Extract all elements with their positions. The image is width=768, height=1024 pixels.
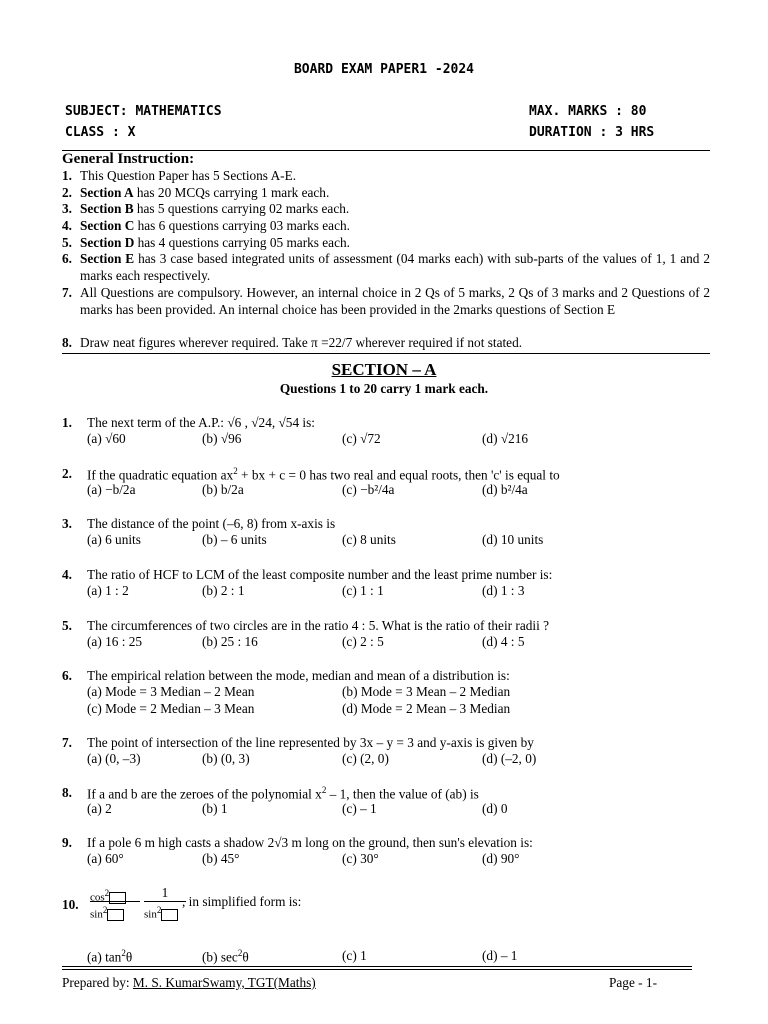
question-number: 5.: [62, 618, 72, 633]
question-text: The distance of the point (–6, 8) from x-axis is: [87, 516, 336, 531]
option-a: (a) −b/2a: [87, 482, 136, 497]
theta-box-icon: [161, 909, 178, 921]
instruction-item: [62, 335, 710, 352]
instruction-number: 5.: [62, 235, 72, 250]
option-d: (d) 90°: [482, 851, 520, 866]
option-b: (b) (0, 3): [202, 751, 250, 766]
duration-label: DURATION : 3 HRS: [529, 125, 655, 140]
option-a: (a) $\tan^2\theta$: [87, 948, 133, 965]
sin-label: sin: [90, 908, 103, 921]
question-text: If a and b are the zeroes of the polynomial $x^2 - 1$, then the value of (ab) is: [87, 785, 479, 802]
instruction-section: Section B: [80, 201, 134, 216]
section-subtitle: Questions 1 to 20 carry 1 mark each.: [279, 381, 489, 396]
author-name: M. S. KumarSwamy, TGT(Maths): [132, 975, 316, 990]
option-a: (a) 60°: [87, 851, 124, 866]
option-b: (b) 45°: [202, 851, 240, 866]
question-number: 8.: [62, 785, 72, 800]
option-a: (a) 1 : 2: [87, 583, 129, 598]
footer-divider: [62, 969, 692, 970]
footer-credit: [62, 975, 316, 991]
option-d: (d) b²/4a: [482, 482, 528, 497]
page-number: Page - 1-: [609, 975, 657, 990]
class-label: CLASS : X: [65, 125, 136, 140]
question-text: If a pole 6 m high casts a shadow 2√3 m long on the ground, then sun's elevation is:: [87, 835, 533, 850]
option-d: (d) – 1: [482, 948, 518, 963]
option-a: (a) 16 : 25: [87, 634, 143, 649]
option-a: (a) √60: [87, 431, 126, 446]
instruction-number: 4.: [62, 218, 72, 233]
instruction-text: Draw neat figures wherever required. Take π =22/7 wherever required if not stated.: [80, 335, 523, 350]
instruction-section: Section C: [80, 218, 135, 233]
option-b: (b) √96: [202, 431, 242, 446]
instruction-text: has 6 questions carrying 03 marks each.: [134, 218, 350, 233]
option-d: (d) 1 : 3: [482, 583, 525, 598]
max-marks-label: MAX. MARKS : 80: [529, 104, 647, 119]
instruction-item: [62, 218, 710, 235]
option-a: (a) 6 units: [87, 532, 141, 547]
option-b: (b) b/2a: [202, 482, 244, 497]
option-c: (c) Mode = 2 Median – 3 Mean: [87, 701, 255, 716]
numerator-one: 1: [161, 885, 169, 900]
question-number: 2.: [62, 466, 72, 481]
question-number: 10.: [62, 897, 79, 912]
paper-title: BOARD EXAM PAPER1 -2024: [293, 62, 474, 77]
instruction-text: has 20 MCQs carrying 1 mark each.: [133, 185, 330, 200]
option-b: (b) $\sec^2\theta$: [202, 948, 249, 965]
instruction-item: [62, 201, 710, 218]
subject-label: SUBJECT: MATHEMATICS: [65, 104, 222, 119]
instruction-text: has 5 questions carrying 02 marks each.: [133, 201, 350, 216]
instruction-section: Section A: [80, 185, 134, 200]
question-text: The circumferences of two circles are in the ratio 4 : 5. What is the ratio of their radii ?: [87, 618, 550, 633]
instruction-number: 3.: [62, 201, 72, 216]
option-c: (c) 1: [342, 948, 367, 963]
option-a: (a) Mode = 3 Median – 2 Mean: [87, 684, 255, 699]
prepared-label: Prepared by:: [62, 975, 133, 990]
instruction-item: [62, 285, 710, 318]
question-text: The ratio of HCF to LCM of the least composite number and the least prime number is:: [87, 567, 553, 582]
option-b: (b) 1: [202, 801, 228, 816]
instruction-text: has 3 case based integrated units of assessment (04 marks each) with sub-parts of the values of 1, 1 and 2 marks each respectively.: [80, 251, 711, 283]
option-b: (b) 25 : 16: [202, 634, 258, 649]
option-c: (c) −b²/4a: [342, 482, 395, 497]
option-c: (c) 1 : 1: [342, 583, 384, 598]
option-b: (b) – 6 units: [202, 532, 267, 547]
instruction-section: Section D: [80, 235, 135, 250]
option-d: (d) (–2, 0): [482, 751, 537, 766]
question-number: 1.: [62, 415, 72, 430]
instructions-divider: [62, 353, 710, 354]
option-c: (c) 2 : 5: [342, 634, 384, 649]
option-c: (c) – 1: [342, 801, 377, 816]
question-number: 4.: [62, 567, 72, 582]
sin-label: sin: [144, 908, 157, 921]
question-text: If the quadratic equation $ax^2$ + bx + c = 0 has two real and equal roots, then 'c' is equal to: [87, 466, 560, 483]
option-b: (b) 2 : 1: [202, 583, 245, 598]
instruction-number: 2.: [62, 185, 72, 200]
option-d: (d) 4 : 5: [482, 634, 525, 649]
instructions-heading: General Instruction:: [62, 151, 195, 167]
question-number: 3.: [62, 516, 72, 531]
cos-label: cos: [90, 891, 105, 904]
instruction-item: [62, 235, 710, 252]
question-text: , in simplified form is:: [182, 894, 302, 909]
question-text: The next term of the A.P.: √6 , √24, √54 is:: [87, 415, 315, 430]
option-c: (c) √72: [342, 431, 381, 446]
question-number: 9.: [62, 835, 72, 850]
instruction-text: All Questions are compulsory. However, an internal choice in 2 Qs of 5 marks, 2 Qs of 3 marks and 2 Questions of 2 marks has been provided. An internal choice has been provided in the 2marks questions of Section E: [80, 285, 710, 317]
question-10: [62, 885, 702, 965]
option-a: (a) 2: [87, 801, 112, 816]
option-d: (d) 0: [482, 801, 508, 816]
question-text: The point of intersection of the line represented by 3x – y = 3 and y-axis is given by: [87, 735, 534, 750]
instruction-item: [62, 251, 710, 284]
question-number: 6.: [62, 668, 72, 683]
instruction-item: [62, 168, 710, 185]
option-a: (a) (0, –3): [87, 751, 141, 766]
option-d: (d) 10 units: [482, 532, 544, 547]
option-b: (b) Mode = 3 Mean – 2 Median: [342, 684, 511, 699]
question-number: 7.: [62, 735, 72, 750]
instruction-text: has 4 questions carrying 05 marks each.: [134, 235, 350, 250]
option-c: (c) (2, 0): [342, 751, 389, 766]
footer-divider: [62, 966, 692, 967]
option-c: (c) 8 units: [342, 532, 396, 547]
fraction-one-over-sin: 1 $\sin^2$: [144, 885, 186, 918]
instruction-section: Section E: [80, 251, 135, 266]
instruction-number: 7.: [62, 285, 72, 300]
instruction-item: [62, 185, 710, 202]
instruction-number: 6.: [62, 251, 72, 266]
theta-box-icon: [107, 909, 124, 921]
option-d: (d) Mode = 2 Mean – 3 Median: [342, 701, 511, 716]
question-text: The empirical relation between the mode, median and mean of a distribution is:: [87, 668, 510, 683]
section-title: SECTION – A: [331, 360, 437, 379]
instruction-text: This Question Paper has 5 Sections A-E.: [80, 168, 297, 183]
option-c: (c) 30°: [342, 851, 379, 866]
fraction-cos-over-sin: $\cos^2$ $\sin^2$: [90, 885, 140, 918]
instruction-number: 1.: [62, 168, 72, 183]
option-d: (d) √216: [482, 431, 529, 446]
instruction-number: 8.: [62, 335, 72, 350]
